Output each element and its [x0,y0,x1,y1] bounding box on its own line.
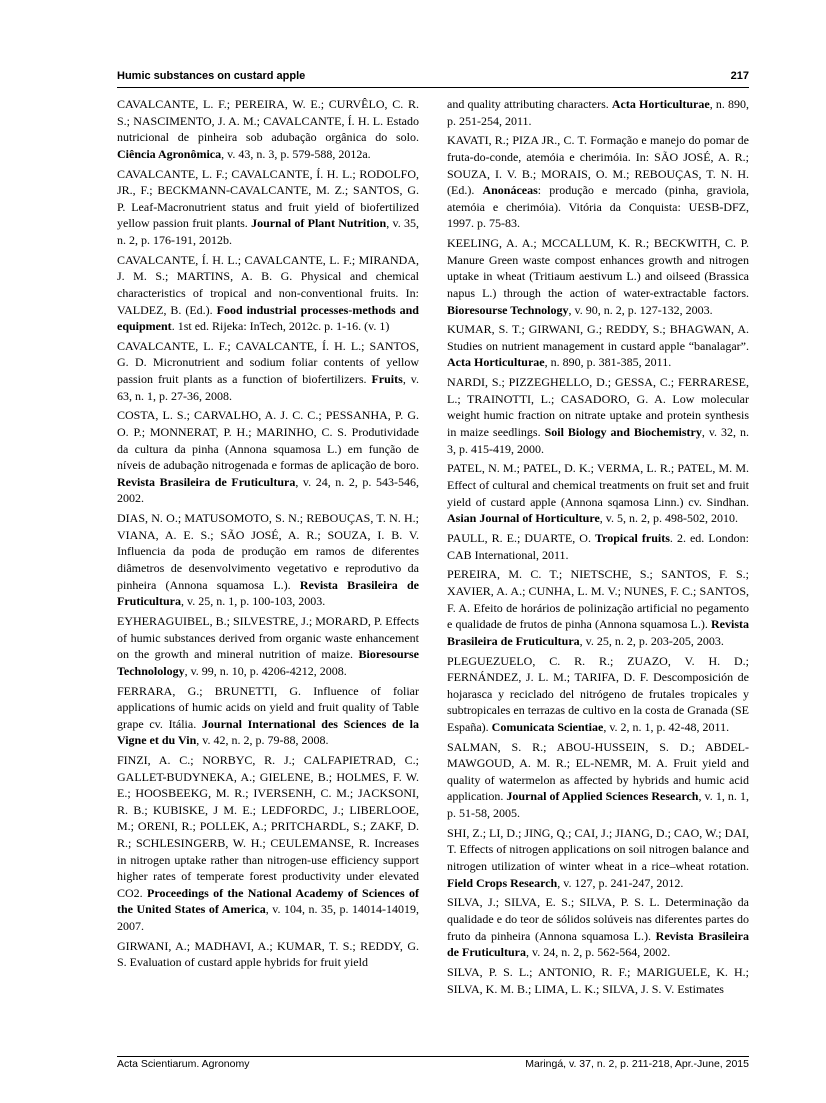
reference-entry [447,964,749,997]
reference-details: , v. 90, n. 2, p. 127-132, 2003. [568,302,713,317]
reference-entry [117,96,419,162]
reference-source: Soil Biology and Biochemistry [544,425,702,440]
reference-text: KUMAR, S. T.; GIRWANI, G.; REDDY, S.; BHAGWAN, A. Studies on nutrient management in custard apple “banalagar”. [447,322,749,353]
reference-details: , v. 42, n. 2, p. 79-88, 2008. [196,733,329,748]
reference-source: Tropical fruits [595,530,670,545]
reference-text: SILVA, J.; SILVA, E. S.; SILVA, P. S. L. Determinação da qualidade e do teor de sólidos solúveis nas diferentes partes do fruto da pinheira (Annona squamosa L.). [447,895,749,943]
header-rule [117,87,749,88]
references-right-column [447,96,749,1000]
reference-source: Revista Brasileira de Fruticultura [447,928,749,960]
reference-source: Bioresourse Technology [447,302,569,317]
reference-entry [117,338,419,404]
reference-text: NARDI, S.; PIZZEGHELLO, D.; GESSA, C.; FERRARESE, L.; TRAINOTTI, L.; CASADORO, G. A. Low molecular weight humic fraction on nitrate uptake and protein synthesis in maize seedlings. [447,375,749,440]
reference-entry [117,752,419,935]
reference-source: Anonáceas [482,183,538,198]
reference-source: Revista Brasileira de Fruticultura [117,577,419,609]
reference-entry [447,460,749,526]
reference-entry [117,166,419,249]
reference-source: Proceedings of the National Academy of Sciences of the United States of America [117,885,419,917]
reference-entry [447,374,749,457]
reference-source: Acta Horticulturae [447,355,545,370]
reference-entry [447,96,749,129]
reference-details: , v. 25, n. 1, p. 100-103, 2003. [181,594,326,609]
reference-text: COSTA, L. S.; CARVALHO, A. J. C. C.; PESSANHA, P. G. O. P.; MONNERAT, P. H.; MARINHO, C. S. Produtividade da cultura da pinha (Annona squamosa L.) em função de níveis de adubação nitrogenada e formas de aplicação de boro. [117,408,419,473]
reference-source: Journal of Plant Nutrition [251,216,387,231]
reference-text: CAVALCANTE, Í. H. L.; CAVALCANTE, L. F.; MIRANDA, J. M. S.; MARTINS, A. B. G. Physical and chemical characteristics of tropical and non-conventional fruits. In: VALDEZ, B. (Ed.). [117,252,419,317]
reference-text: SALMAN, S. R.; ABOU-HUSSEIN, S. D.; ABDEL-MAWGOUD, A. M. R.; EL-NEMR, M. A. Fruit yield and quality of watermelon as affected by hybrids and humic acid application. [447,739,749,804]
reference-details: , v. 127, p. 241-247, 2012. [557,875,684,890]
reference-entry [117,613,419,679]
reference-details: . 2. ed. London: CAB International, 2011. [447,530,750,562]
reference-text: SHI, Z.; LI, D.; JING, Q.; CAI, J.; JIANG, D.; CAO, W.; DAI, T. Effects of nitrogen applications on soil nitrogen balance and nitrogen utilization of winter wheat in a rice–wheat rotation. [447,825,749,873]
reference-entry [447,530,749,563]
reference-details: . 1st ed. Rijeka: InTech, 2012c. p. 1-16. (v. 1) [171,319,390,334]
reference-source: Revista Brasileira de Fruticultura [117,474,296,489]
reference-text: PAULL, R. E.; DUARTE, O. [447,530,595,545]
reference-source: Fruits [371,372,403,387]
reference-text: EYHERAGUIBEL, B.; SILVESTRE, J.; MORARD, P. Effects of humic substances derived from organic waste enhancement on the growth and mineral nutrition of maize. [117,613,420,662]
reference-entry [447,566,749,649]
reference-source: Journal International des Sciences de la Vigne et du Vin [117,716,419,748]
reference-source: Food industrial processes-methods and equipment [117,302,419,334]
issue-info: Maringá, v. 37, n. 2, p. 211-218, Apr.-June, 2015 [525,1058,749,1070]
reference-entry [447,894,749,960]
reference-source: Acta Horticulturae [611,97,710,111]
reference-details: , v. 43, n. 3, p. 579-588, 2012a. [221,146,371,161]
reference-source: Bioresourse Technolology [117,647,419,678]
reference-details: , v. 25, n. 2, p. 203-205, 2003. [579,633,724,648]
reference-source: Field Crops Research [447,875,558,890]
reference-details: : produção e mercado (pinha, graviola, atemóia e cherimóia). Vitória da Conquista: UESB-DFZ, 1997. p. 75-83. [447,183,749,231]
reference-entry [447,235,749,318]
reference-details: , v. 24, n. 2, p. 562-564, 2002. [526,945,671,960]
reference-entry [447,825,749,891]
reference-text: PATEL, N. M.; PATEL, D. K.; VERMA, L. R.; PATEL, M. M. Effect of cultural and chemical treatments on fruit set and fruit yield of custard apple (Annona sqamosa Linn.) cv. Sindhan. [447,461,749,509]
reference-details: , v. 35, n. 2, p. 176-191, 2012b. [117,216,419,247]
reference-text: CAVALCANTE, L. F.; CAVALCANTE, Í. H. L.; SANTOS, G. D. Micronutrient and sodium foliar contents of yellow passion fruit plants as a function of biofertilizers. [117,338,419,387]
reference-entry [447,653,749,736]
reference-entry [117,407,419,507]
reference-details: , v. 5, n. 2, p. 498-502, 2010. [599,511,738,526]
reference-source: Comunicata Scientiae [491,719,604,734]
page-footer [117,1058,749,1074]
reference-text: SILVA, P. S. L.; ANTONIO, R. F.; MARIGUELE, K. H.; SILVA, K. M. B.; LIMA, L. K.; SILVA, J. S. V. Estimates [447,964,749,996]
reference-text: PLEGUEZUELO, C. R. R.; ZUAZO, V. H. D.; FERNÁNDEZ, J. L. M.; TARIFA, D. F. Descomposición de hojarasca y reciclado del nitrógeno de frutales tropicales y subtropicales en terrazas de cultivo en la costa de Granada (SE España). [447,653,749,734]
reference-text: GIRWANI, A.; MADHAVI, A.; KUMAR, T. S.; REDDY, G. S. Evaluation of custard apple hybrids for fruit yield [117,938,419,970]
reference-details: , n. 890, p. 251-254, 2011. [447,97,749,128]
reference-source: Ciência Agronômica [117,146,222,161]
reference-entry [447,321,749,371]
reference-details: , n. 890, p. 381-385, 2011. [544,355,672,370]
reference-details: , v. 24, n. 2, p. 543-546, 2002. [117,474,420,506]
running-title: Humic substances on custard apple [117,70,306,82]
page-header [117,70,749,86]
reference-details: , v. 104, n. 35, p. 14014-14019, 2007. [117,902,420,933]
page-number: 217 [730,70,749,82]
reference-entry [447,739,749,822]
reference-text: KEELING, A. A.; MCCALLUM, K. R.; BECKWITH, C. P. Manure Green waste compost enhances growth and nitrogen uptake in wheat (Tritiaum aestivum L.) and oilseed (Brassica napus L.) through the action of water-extractable factors. [447,236,749,300]
reference-source: Journal of Applied Sciences Research [506,789,699,804]
reference-text: FINZI, A. C.; NORBYC, R. J.; CALFAPIETRAD, C.; GALLET-BUDYNEKA, A.; GIELENE, B.; HOLMES, F. W. E.; HOOSBEEKG, M. R.; IVERSENH, C. M.; JACKSONI, R. B.; KUBISKE, J M. E.; LEDFORDC, J.; LIBERLOOE, M.; ORENI, R.; POLLEK, A.; PRITCHARDL, S.; ZAKF, D. R.; SCHLESINGERB, W. H.; CEULEMANSE, R. Increases in nitrogen uptake rather than nitrogen-use efficiency support higher rates of temperate forest productivity under elevated CO2. [117,753,419,900]
reference-entry [117,510,419,610]
reference-text: KAVATI, R.; PIZA JR., C. T. Formação e manejo do pomar de fruta-do-conde, atemóia e cherimóia. In: SÃO JOSÉ, A. R.; SOUZA, I. V. B.; MORAIS, O. M.; REBOUÇAS, T. N. H. (Ed.). [447,133,749,198]
reference-details: , v. 63, n. 1, p. 27-36, 2008. [117,372,419,403]
journal-name: Acta Scientiarum. Agronomy [117,1058,250,1070]
reference-details: , v. 32, n. 3, p. 415-419, 2000. [447,425,749,456]
reference-source: Asian Journal of Horticulture [447,511,600,526]
reference-text: and quality attributing characters. [447,97,612,111]
references-left-column [117,96,419,974]
reference-entry [117,938,419,971]
reference-details: , v. 1, n. 1, p. 51-58, 2005. [447,789,749,821]
reference-details: , v. 2, n. 1, p. 42-48, 2011. [603,719,730,734]
footer-rule [117,1056,749,1057]
reference-entry [117,252,419,335]
reference-text: CAVALCANTE, L. F.; CAVALCANTE, Í. H. L.; RODOLFO, JR., F.; BECKMANN-CAVALCANTE, M. Z.; SANTOS, G. P. Leaf-Macronutrient status and fruit yield of biofertilized yellow passion fruit plants. [117,166,419,231]
reference-source: Revista Brasileira de Fruticultura [447,617,749,648]
reference-text: DIAS, N. O.; MATUSOMOTO, S. N.; REBOUÇAS, T. N. H.; VIANA, A. E. S.; SÃO JOSÉ, A. R.; SOUZA, I. B. V. Influencia da poda de produção em ramos de diferentes diâmetros de desenvolvimento vegetativo e reprodutivo da pinheira (Annona squamosa L.). [117,511,419,592]
reference-details: , v. 99, n. 10, p. 4206-4212, 2008. [184,663,347,678]
reference-entry [447,132,749,232]
reference-text: PEREIRA, M. C. T.; NIETSCHE, S.; SANTOS, F. S.; XAVIER, A. A.; CUNHA, L. M. V.; NUNES, F. C.; SANTOS, F. A. Efeito de horários de polinização artificial no pegamento e qualidade de frutos de pinha (Annona squamosa L.). [447,567,749,632]
reference-entry [117,683,419,749]
reference-text: FERRARA, G.; BRUNETTI, G. Influence of foliar applications of humic acids on yield and fruit quality of Table grape cv. Itália. [117,683,419,731]
reference-text: CAVALCANTE, L. F.; PEREIRA, W. E.; CURVÊLO, C. R. S.; NASCIMENTO, J. A. M.; CAVALCANTE, Í. H. L. Estado nutricional de pinheira sob adubação orgânica do solo. [117,97,419,145]
